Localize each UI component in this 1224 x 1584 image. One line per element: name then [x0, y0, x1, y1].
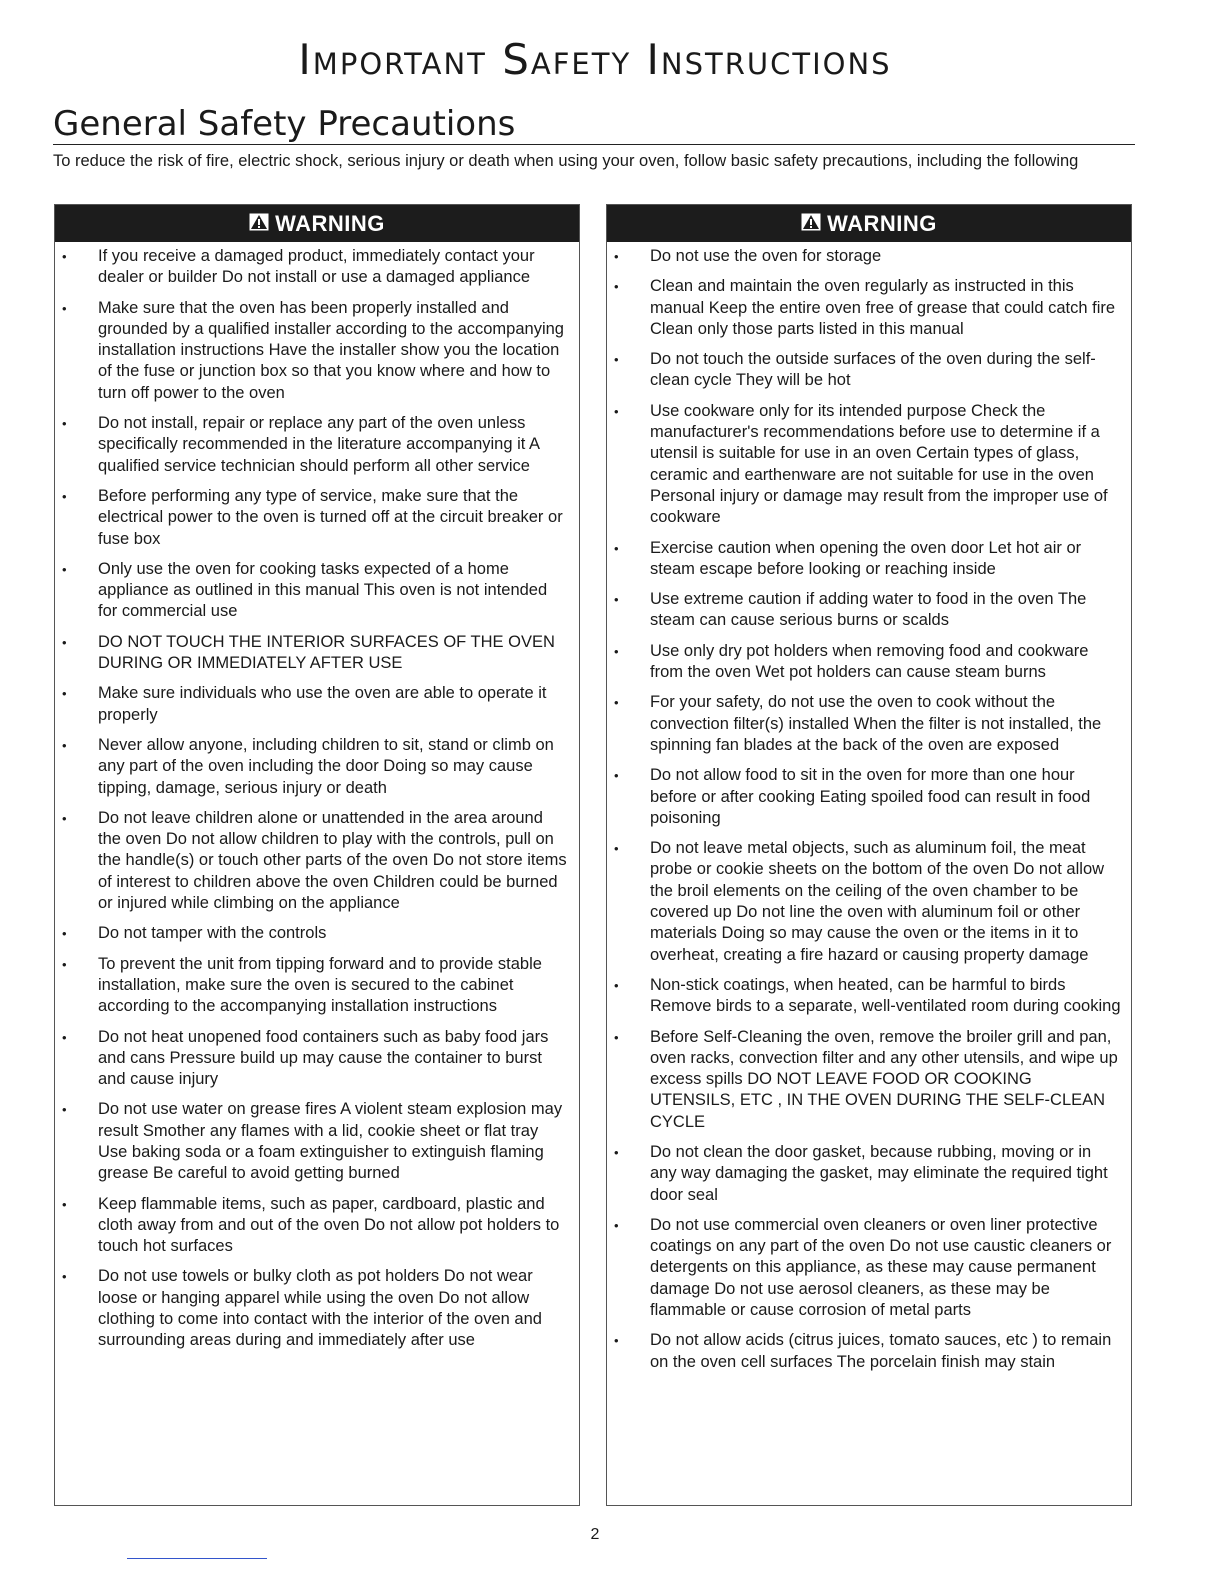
footer-rule	[127, 1558, 267, 1559]
list-item: • Non-stick coatings, when heated, can be harmful to birds Remove birds to a separate, well-ventilated room during cooking	[607, 975, 1121, 1018]
list-item: • Make sure individuals who use the oven are able to operate it properly	[55, 683, 569, 726]
list-item: • Only use the oven for cooking tasks expected of a home appliance as outlined in this manual This oven is not intended for commercial use	[55, 559, 569, 623]
warning-box-right	[606, 204, 1132, 1506]
warning-header-left	[55, 205, 579, 242]
warning-label: WARNING	[827, 210, 937, 236]
warning-triangle-icon	[249, 211, 269, 237]
list-item: • Do not use commercial oven cleaners or oven liner protective coatings on any part of the oven Do not use caustic cleaners or detergents on this appliance, as these may cause permanent damage Do not use aerosol cleaners, as these may be flammable or cause corrosion of metal parts	[607, 1215, 1121, 1321]
section-title: General Safety Precautions	[53, 104, 1135, 145]
list-item: • Use only dry pot holders when removing food and cookware from the oven Wet pot holders can cause steam burns	[607, 641, 1121, 684]
list-item: • Do not leave children alone or unattended in the area around the oven Do not allow children to play with the controls, pull on the handle(s) or touch other parts of the oven Do not store items of interest to children above the oven Children could be burned or injured while climbing on the appliance	[55, 808, 569, 914]
list-item: • Do not install, repair or replace any part of the oven unless specifically recommended in the literature accompanying it A qualified service technician should perform all other service	[55, 413, 569, 477]
warning-box-left	[54, 204, 580, 1506]
list-item: • DO NOT TOUCH THE INTERIOR SURFACES OF THE OVEN DURING OR IMMEDIATELY AFTER USE	[55, 632, 569, 675]
list-item: • Never allow anyone, including children to sit, stand or climb on any part of the oven including the door Doing so may cause tipping, damage, serious injury or death	[55, 735, 569, 799]
page-title: Important Safety Instructions	[298, 35, 892, 84]
list-item: • If you receive a damaged product, immediately contact your dealer or builder Do not install or use a damaged appliance	[55, 246, 569, 289]
list-item: • Do not heat unopened food containers such as baby food jars and cans Pressure build up may cause the container to burst and cause injury	[55, 1027, 569, 1091]
list-item: • To prevent the unit from tipping forward and to provide stable installation, make sure the oven is secured to the cabinet according to the accompanying installation instructions	[55, 954, 569, 1018]
warning-header-right	[607, 205, 1131, 242]
warning-label: WARNING	[275, 210, 385, 236]
list-item: • Do not use the oven for storage	[607, 246, 1121, 267]
list-item: • Use extreme caution if adding water to food in the oven The steam can cause serious burns or scalds	[607, 589, 1121, 632]
list-item: • Before performing any type of service, make sure that the electrical power to the oven is turned off at the circuit breaker or fuse box	[55, 486, 569, 550]
list-item: • Do not allow food to sit in the oven for more than one hour before or after cooking Eating spoiled food can result in food poisoning	[607, 765, 1121, 829]
list-item: • For your safety, do not use the oven to cook without the convection filter(s) installed When the filter is not installed, the spinning fan blades at the back of the oven are exposed	[607, 692, 1121, 756]
warning-list-right	[607, 242, 1131, 1373]
list-item: • Do not leave metal objects, such as aluminum foil, the meat probe or cookie sheets on the bottom of the oven Do not allow the broil elements on the ceiling of the oven chamber to be covered up Do not line the oven with aluminum foil or other materials Doing so may cause the oven or the items in it to overheat, creating a fire hazard or causing property damage	[607, 838, 1121, 966]
list-item: • Clean and maintain the oven regularly as instructed in this manual Keep the entire oven free of grease that could catch fire Clean only those parts listed in this manual	[607, 276, 1121, 340]
list-item: • Do not use water on grease fires A violent steam explosion may result Smother any flames with a lid, cookie sheet or flat tray Use baking soda or a foam extinguisher to extinguish flaming grease Be careful to avoid getting burned	[55, 1099, 569, 1184]
list-item: • Do not use towels or bulky cloth as pot holders Do not wear loose or hanging apparel while using the oven Do not allow clothing to come into contact with the interior of the oven and surrounding areas during and immediately after use	[55, 1266, 569, 1351]
warning-list-left	[55, 242, 579, 1352]
list-item: • Keep flammable items, such as paper, cardboard, plastic and cloth away from and out of the oven Do not allow pot holders to touch hot surfaces	[55, 1194, 569, 1258]
list-item: • Do not allow acids (citrus juices, tomato sauces, etc ) to remain on the oven cell surfaces The porcelain finish may stain	[607, 1330, 1121, 1373]
list-item: • Exercise caution when opening the oven door Let hot air or steam escape before looking or reaching inside	[607, 538, 1121, 581]
list-item: • Before Self-Cleaning the oven, remove the broiler grill and pan, oven racks, convection filter and any other utensils, and wipe up excess spills DO NOT LEAVE FOOD OR COOKING UTENSILS, ETC , IN THE OVEN DURING THE SELF-CLEAN CYCLE	[607, 1027, 1121, 1133]
intro-paragraph: To reduce the risk of fire, electric shock, serious injury or death when using your oven, follow basic safety precautions, including the following	[53, 152, 1079, 170]
list-item: • Make sure that the oven has been properly installed and grounded by a qualified installer according to the accompanying installation instructions Have the installer show you the location of the fuse or junction box so that you know where and how to turn off power to the oven	[55, 298, 569, 404]
list-item: • Use cookware only for its intended purpose Check the manufacturer's recommendations before use to determine if a utensil is suitable for use in an oven Certain types of glass, ceramic and earthenware are not suitable for use in the oven Personal injury or damage may result from the improper use of cookware	[607, 401, 1121, 529]
list-item: • Do not touch the outside surfaces of the oven during the self-clean cycle They will be hot	[607, 349, 1121, 392]
list-item: • Do not tamper with the controls	[55, 923, 569, 944]
list-item: • Do not clean the door gasket, because rubbing, moving or in any way damaging the gasket, may eliminate the required tight door seal	[607, 1142, 1121, 1206]
page-number: 2	[590, 1526, 600, 1543]
warning-triangle-icon	[801, 211, 821, 237]
